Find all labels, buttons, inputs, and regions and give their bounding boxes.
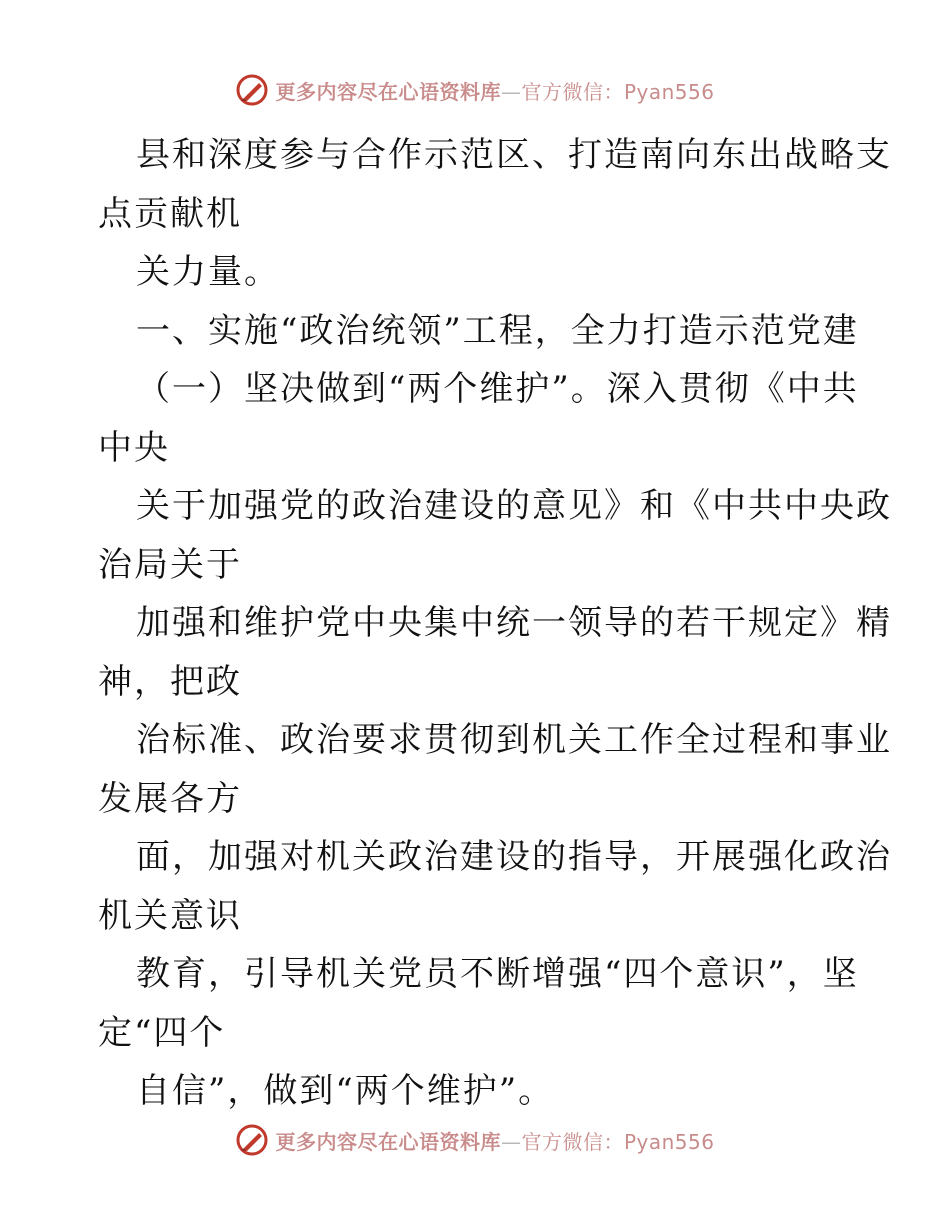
header-wechat-text: 官方微信：Pyan556: [521, 79, 715, 104]
header-brand-text: 更多内容尽在心语资料库: [275, 79, 501, 104]
paragraph-line: 面，加强对机关政治建设的指导，开展强化政治: [136, 837, 892, 877]
paragraph-line: 发展各方: [98, 778, 242, 819]
pen-logo-icon: [235, 73, 269, 107]
paragraph-line: 关力量。: [136, 252, 280, 292]
section-heading-line: 一、实施“政治统领”工程，全力打造示范党建: [136, 310, 859, 351]
paragraph-line: 教育，引导机关党员不断增强“四个意识”，坚: [136, 954, 859, 994]
subsection-heading-line: （一）坚决做到“两个维护”。深入贯彻《中共: [136, 369, 859, 409]
paragraph-line: 点贡献机: [98, 193, 242, 234]
paragraph-line: 定“四个: [98, 1012, 226, 1053]
paragraph-line: 神，把政: [98, 661, 242, 702]
paragraph-line: 治标准、政治要求贯彻到机关工作全过程和事业: [136, 720, 892, 760]
header-banner-text: [275, 76, 714, 105]
header-watermark-banner: [0, 70, 950, 110]
paragraph-line: 县和深度参与合作示范区、打造南向东出战略支: [136, 135, 892, 175]
document-body: [98, 126, 892, 1121]
paragraph-line: 自信”，做到“两个维护”。: [136, 1071, 555, 1111]
paragraph-line: 治局关于: [98, 544, 242, 585]
paragraph-line: 加强和维护党中央集中统一领导的若干规定》精: [136, 603, 892, 643]
footer-watermark-banner: [0, 1120, 950, 1160]
paragraph-line: 中央: [98, 427, 170, 468]
paragraph-line: 机关意识: [98, 895, 242, 936]
footer-brand-text: 更多内容尽在心语资料库: [275, 1129, 501, 1154]
footer-wechat-text: 官方微信：Pyan556: [521, 1129, 715, 1154]
paragraph-line: 关于加强党的政治建设的意见》和《中共中央政: [136, 486, 892, 526]
header-separator: —: [500, 79, 522, 104]
footer-banner-text: [275, 1126, 714, 1155]
pen-logo-icon: [235, 1123, 269, 1157]
footer-separator: —: [500, 1129, 522, 1154]
